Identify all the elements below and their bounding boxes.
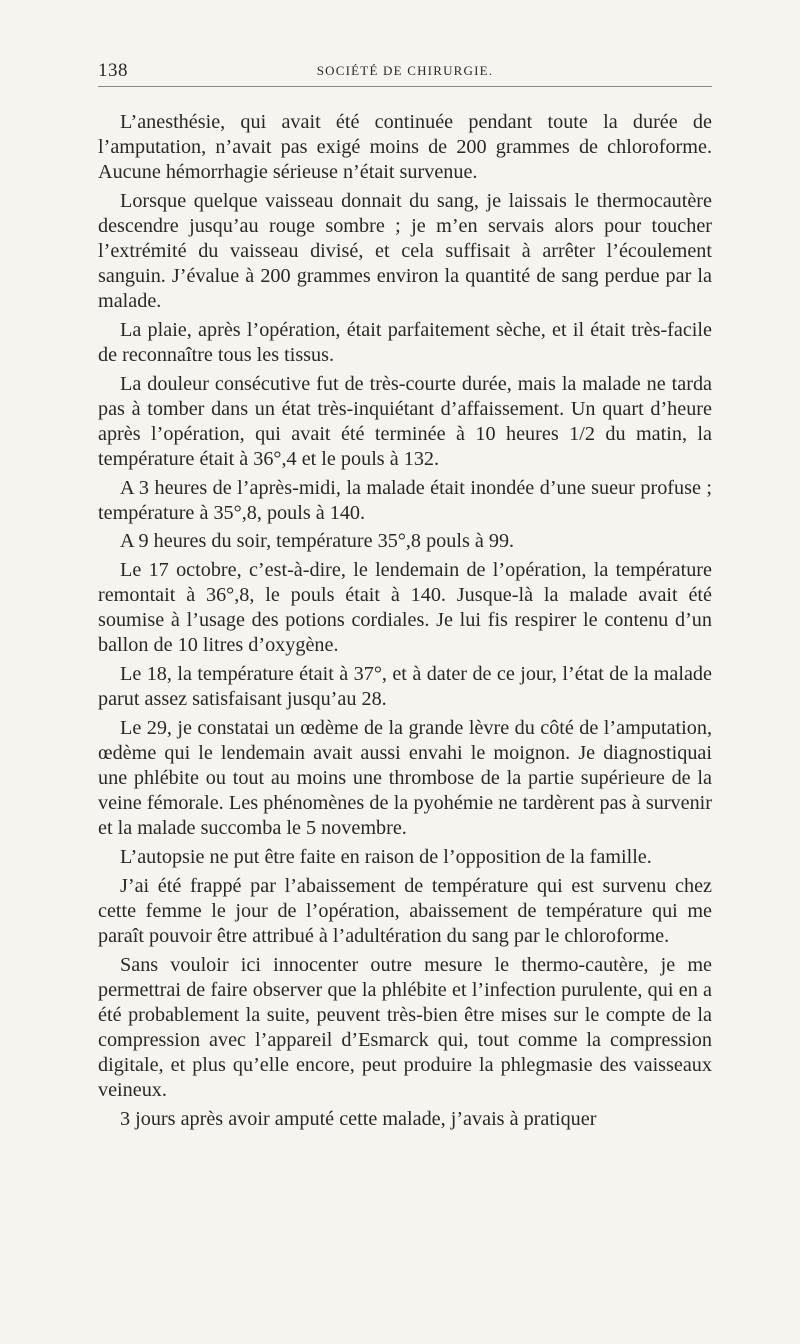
body-text — [98, 110, 712, 1135]
paragraph-anesthesia: L’anesthésie, qui avait été continuée pendant toute la durée de l’amputation, n’avait pas exigé moins de 200 grammes de chloroforme. Aucune hémorrhagie sérieuse n’était survenue. — [98, 111, 712, 184]
paragraph-compression: Sans vouloir ici innocenter outre mesure le thermo-cautère, je me permettrai de faire observer que la phlébite et l’infection purulente, qui en a été probablement la suite, peuvent très-bien être mises sur le compte de la compression avec l’appareil d’Esmarck qui, tout comme la compression digitale, et plus qu’elle encore, peut produire la phlegmasie des vaisseaux veineux. — [98, 953, 712, 1101]
page-header — [98, 58, 712, 87]
paragraph-17-octobre: Le 17 octobre, c’est-à-dire, le lendemain de l’opération, la température remontait à 36°,8, le pouls était à 140. Jusque-là la malade avait été soumise à l’usage des potions cordiales. Je lui fis respirer le contenu d’un ballon de 10 litres d’oxygène. — [98, 559, 712, 657]
paragraph-18: Le 18, la température était à 37°, et à dater de ce jour, l’état de la malade parut assez satisfaisant jusqu’au 28. — [98, 663, 712, 711]
paragraph-9-heures: A 9 heures du soir, température 35°,8 pouls à 99. — [120, 530, 515, 553]
running-head: SOCIÉTÉ DE CHIRURGIE. — [316, 63, 494, 78]
paragraph-29: Le 29, je constatai un œdème de la grande lèvre du côté de l’amputation, œdème qui le lendemain avait aussi envahi le moignon. Je diagnostiquai une phlébite ou tout au moins une thrombose de la partie supérieure de la veine fémorale. Les phénomènes de la pyohémie ne tardèrent pas à survenir et la malade succomba le 5 novembre. — [98, 716, 712, 840]
paragraph-douleur: La douleur consécutive fut de très-courte durée, mais la malade ne tarda pas à tomber dans un état très-inquiétant d’affaissement. Un quart d’heure après l’opération, qui avait été terminée à 10 heures 1/2 du matin, la température était à 36°,4 et le pouls à 132. — [98, 372, 712, 470]
paragraph-thermocautere: Lorsque quelque vaisseau donnait du sang, je laissais le thermocautère descendre jusqu’au rouge sombre ; je m’en servais alors pour toucher l’extrémité du vaisseau divisé, et cela suffisait à arrêter l’écoulement sanguin. J’évalue à 200 grammes environ la quantité de sang perdue par la malade. — [98, 189, 712, 313]
paragraph-3-jours: 3 jours après avoir amputé cette malade, j’avais à pratiquer — [120, 1107, 597, 1130]
paragraph-3-heures: A 3 heures de l’après-midi, la malade était inondée d’une sueur profuse ; température à 35°,8, pouls à 140. — [98, 476, 712, 524]
paragraph-abaissement: J’ai été frappé par l’abaissement de température qui est survenu chez cette femme le jour de l’opération, abaissement de température qui me paraît pouvoir être attribué à l’adultération du sang par le chloroforme. — [98, 874, 712, 947]
page-number: 138 — [98, 60, 128, 81]
paragraph-autopsie: L’autopsie ne put être faite en raison de l’opposition de la famille. — [120, 845, 652, 868]
paragraph-plaie: La plaie, après l’opération, était parfaitement sèche, et il était très-facile de reconnaître tous les tissus. — [98, 318, 712, 367]
